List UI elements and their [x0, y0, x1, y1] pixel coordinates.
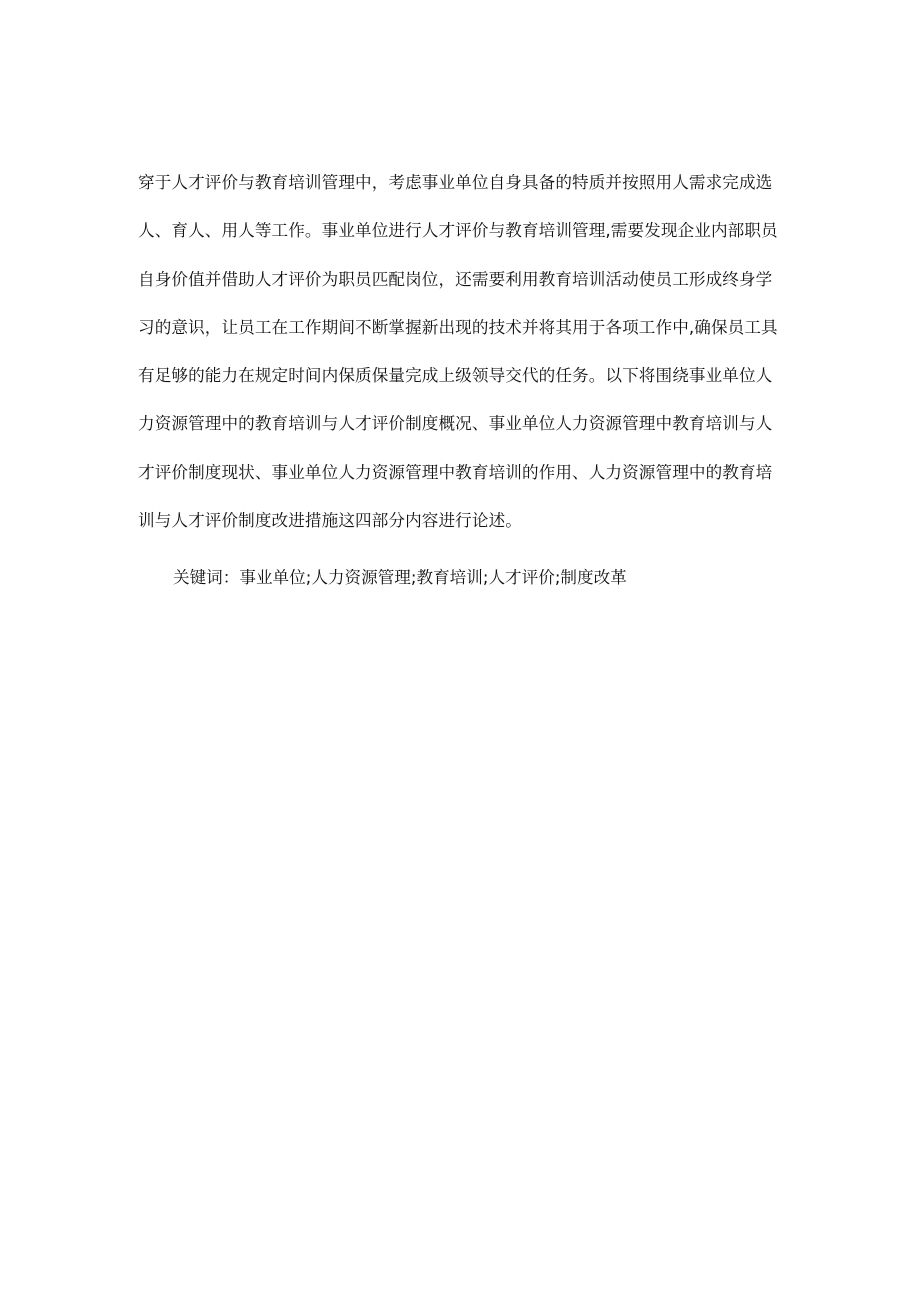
keywords-line: 关键词：事业单位;人力资源管理;教育培训;人才评价;制度改革: [173, 568, 627, 587]
abstract-line: 有足够的能力在规定时间内保质保量完成上级领导交代的任务。以下将围绕事业单位人: [138, 366, 773, 386]
abstract-line: 人、育人、用人等工作。事业单位进行人才评价与教育培训管理,需要发现企业内部职员: [138, 221, 778, 241]
abstract-line: 习的意识，让员工在工作期间不断掌握新出现的技术并将其用于各项工作中,确保员工具: [138, 317, 778, 337]
abstract-line: 才评价制度现状、事业单位人力资源管理中教育培训的作用、人力资源管理中的教育培: [138, 462, 773, 482]
abstract-line: 自身价值并借助人才评价为职员匹配岗位，还需要利用教育培训活动使员工形成终身学: [138, 269, 773, 289]
abstract-line: 力资源管理中的教育培训与人才评价制度概况、事业单位人力资源管理中教育培训与人: [138, 414, 773, 434]
abstract-line: 穿于人才评价与教育培训管理中，考虑事业单位自身具备的特质并按照用人需求完成选: [138, 173, 773, 192]
abstract-line: 训与人才评价制度改进措施这四部分内容进行论述。: [138, 511, 522, 531]
abstract-paragraph: [138, 171, 798, 557]
